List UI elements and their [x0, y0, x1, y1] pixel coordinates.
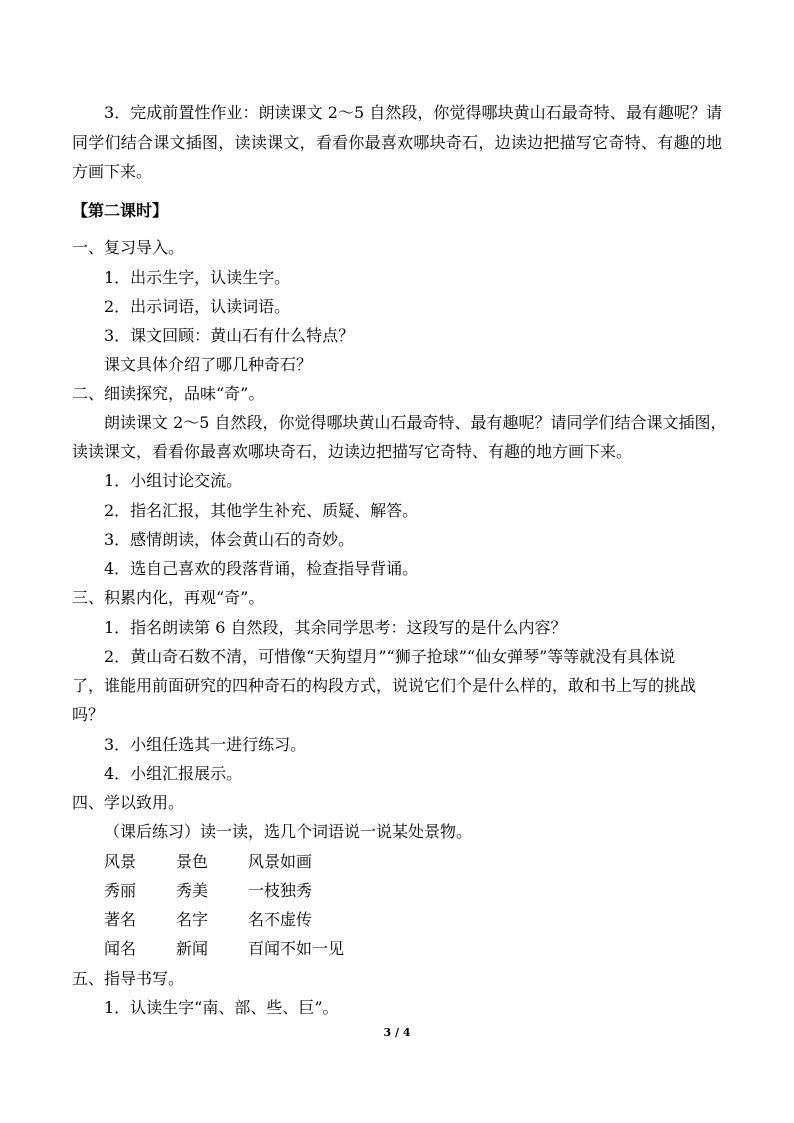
word: 秀美: [176, 881, 209, 900]
word: 著名: [104, 910, 137, 929]
word: 风景如画: [248, 852, 313, 871]
word: 秀丽: [104, 881, 137, 900]
word: 名字: [176, 910, 209, 929]
section-2-item-4: 4．选自己喜欢的段落背诵，检查指导背诵。: [104, 559, 419, 578]
section-3-item-2-line-1: 2．黄山奇石数不清，可惜像“天狗望月”“狮子抢球”“仙女弹琴”等等就没有具体说: [104, 647, 676, 666]
section-2-item-3: 3．感情朗读，体会黄山石的奇妙。: [104, 530, 355, 549]
section-3-item-2-line-2: 了，谁能用前面研究的四种奇石的构段方式，说说它们个是什么样的，敢和书上写的挑战: [72, 676, 697, 695]
section-2-item-2: 2．指名汇报，其他学生补充、质疑、解答。: [104, 501, 419, 520]
section-5-item-1: 1．认读生字“南、部、些、巨”。: [104, 998, 339, 1017]
word: 百闻不如一见: [248, 939, 345, 958]
page-number: 3 / 4: [383, 1026, 411, 1039]
section-3-title: 三、积累内化，再观“奇”。: [72, 588, 265, 607]
section-3-item-2-line-3: 吗？: [72, 705, 105, 724]
intro-paragraph: [72, 98, 722, 187]
section-2-paragraph-line-2: 读读课文，看看你最喜欢哪块奇石，边读边把描写它奇特、有趣的地方画下来。: [72, 442, 633, 461]
section-4-title: 四、学以致用。: [72, 793, 185, 812]
section-1-item-4: 课文具体介绍了哪几种奇石？: [104, 355, 313, 374]
section-3-item-4: 4．小组汇报展示。: [104, 764, 243, 783]
word: 景色: [176, 852, 209, 871]
section-4-exercise: （课后练习）读一读，选几个词语说一说某处景物。: [104, 822, 473, 841]
section-5-title: 五、指导书写。: [72, 969, 185, 988]
lesson-heading: 【第二课时】: [72, 201, 169, 220]
section-1-item-2: 2．出示词语，认读词语。: [104, 297, 291, 316]
section-2-paragraph-line-1: 朗读课文 2～5 自然段，你觉得哪块黄山石最奇特、最有趣呢？请同学们结合课文插图，: [104, 413, 727, 432]
section-2-title: 二、细读探究，品味“奇”。: [72, 384, 265, 403]
intro-item-text: 3．完成前置性作业：朗读课文 2～5 自然段，你觉得哪块黄山石最奇特、最有趣呢？请同学们结合课文插图，读读课文，看看你最喜欢哪块奇石，边读边把描写它奇特、有趣的地方画下来。: [72, 103, 722, 181]
section-1-item-1: 1．出示生字，认读生字。: [104, 268, 291, 287]
word: 新闻: [176, 939, 209, 958]
word: 名不虚传: [248, 910, 313, 929]
word: 风景: [104, 852, 137, 871]
section-3-item-3: 3．小组任选其一进行练习。: [104, 735, 307, 754]
section-2-item-1: 1．小组讨论交流。: [104, 471, 243, 490]
section-1-title: 一、复习导入。: [72, 238, 185, 257]
section-3-item-1: 1．指名朗读第 6 自然段，其余同学思考：这段写的是什么内容？: [104, 618, 567, 637]
section-1-item-3: 3．课文回顾：黄山石有什么特点？: [104, 326, 355, 345]
word: 闻名: [104, 939, 137, 958]
word: 一枝独秀: [248, 881, 313, 900]
